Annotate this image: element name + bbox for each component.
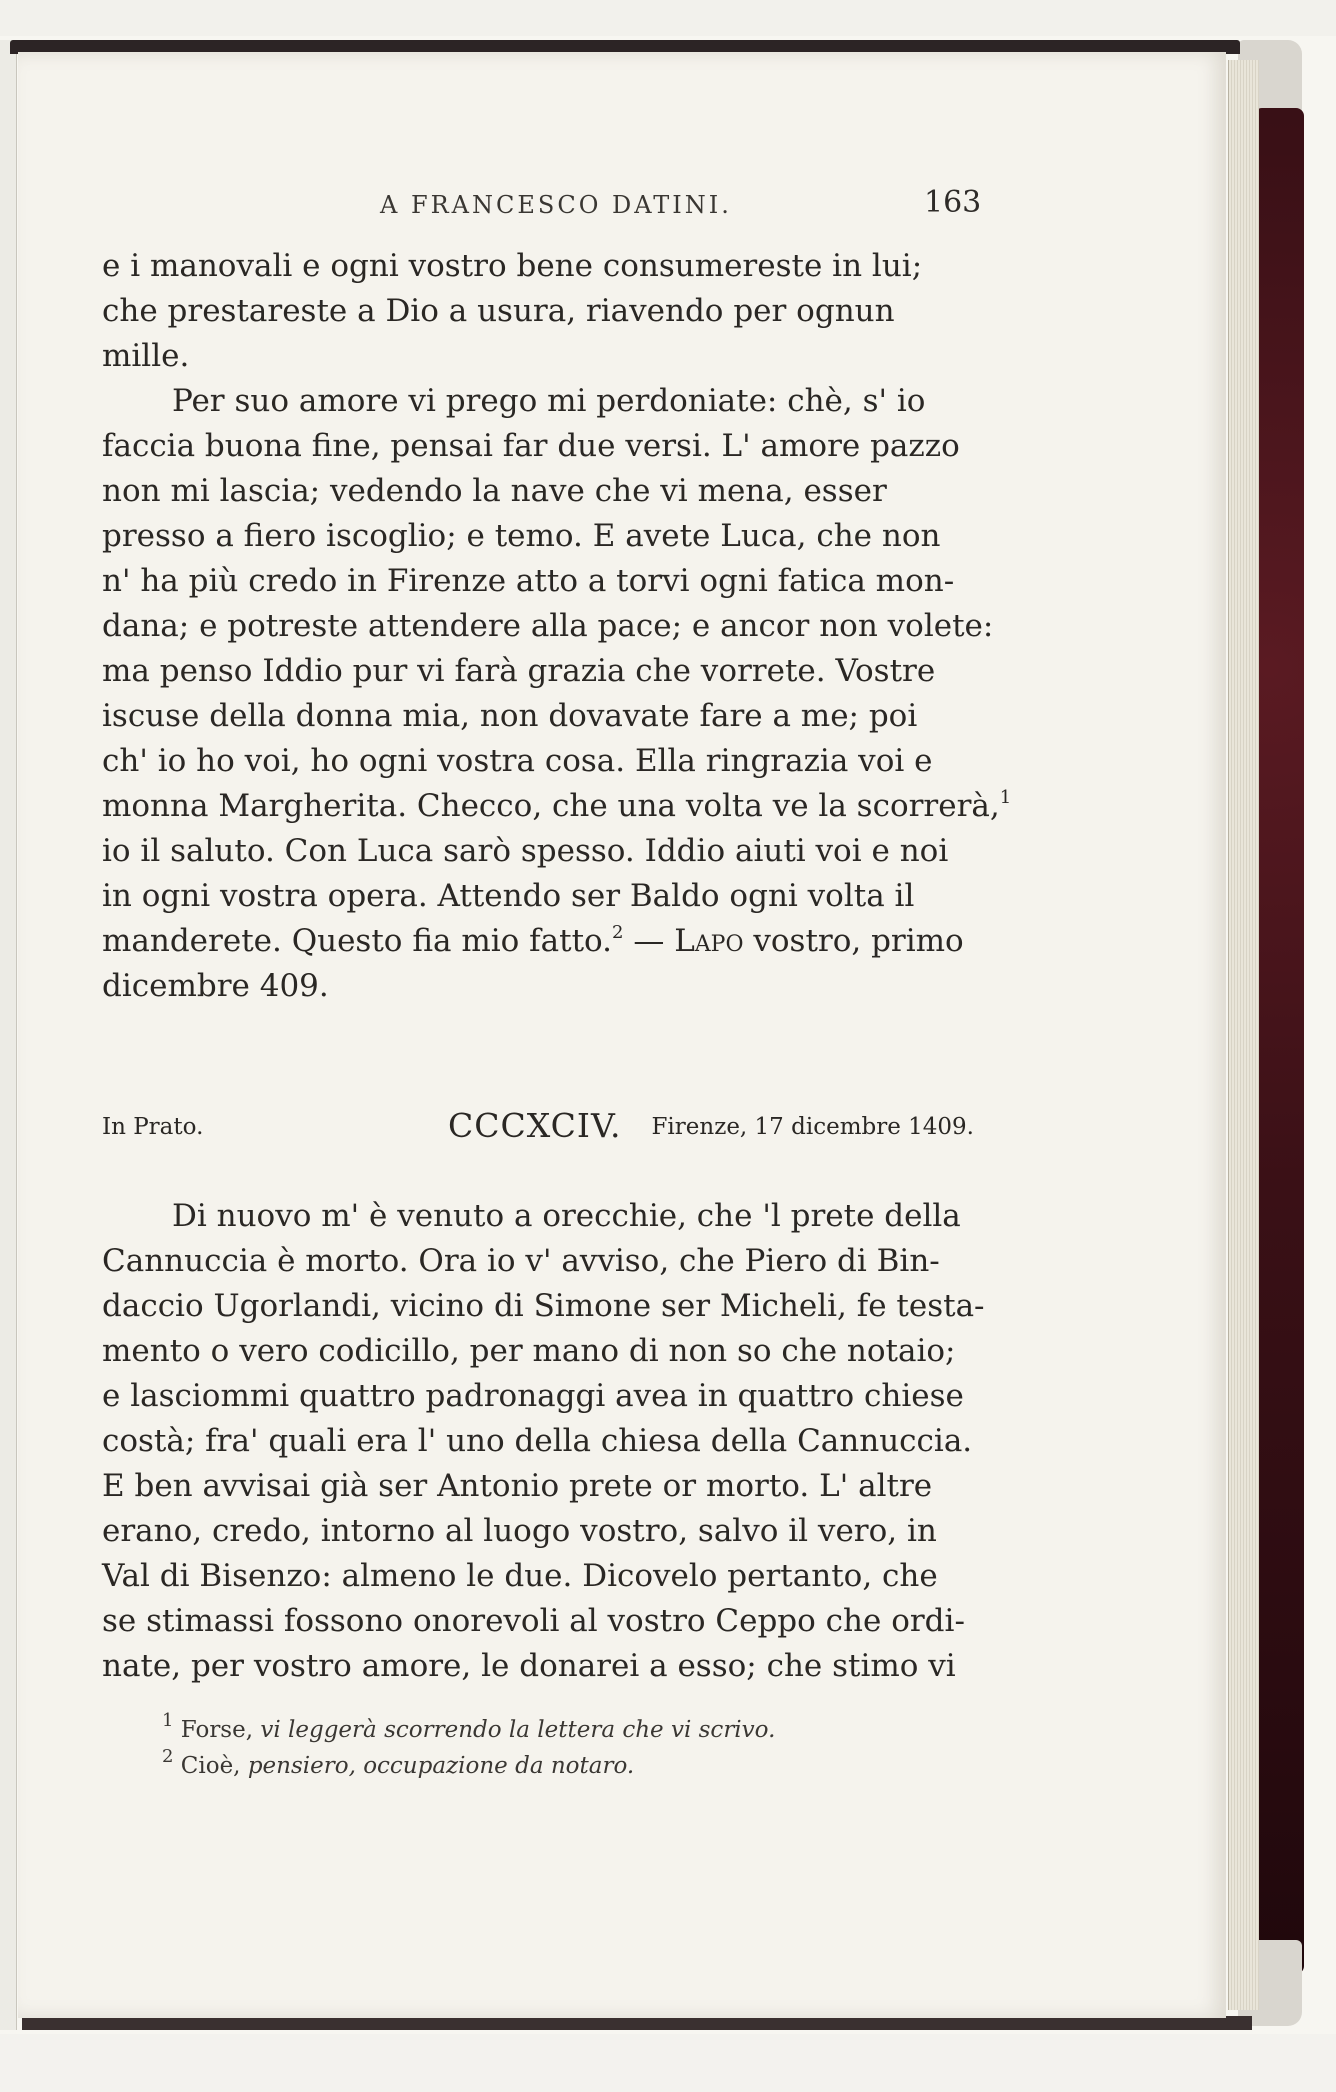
running-head xyxy=(0,135,1336,220)
text-line: ch' io ho voi, ho ogni vostra cosa. Ella ringrazia voi e xyxy=(102,743,933,779)
book-spine xyxy=(1254,108,1304,1974)
text-line: n' ha più credo in Firenze atto a torvi ogni fatica mon- xyxy=(102,563,955,599)
text-line: faccia buona fine, pensai far due versi. L' amore pazzo xyxy=(102,428,960,464)
cover-board-bottom xyxy=(22,2016,1252,2030)
text-line: e lasciommi quattro padronaggi avea in quattro chiese xyxy=(102,1378,964,1414)
text-line: non mi lascia; vedendo la nave che vi mena, esser xyxy=(102,473,887,509)
footnotes xyxy=(162,1712,862,1784)
running-title: A FRANCESCO DATINI. xyxy=(380,191,732,219)
previous-page-margin xyxy=(2,240,16,1780)
text-line: costà; fra' quali era l' uno della chiesa della Cannuccia. xyxy=(102,1423,973,1459)
text-line: Cannuccia è morto. Ora io v' avviso, che Piero di Bin- xyxy=(102,1243,940,1279)
text-line: manderete. Questo fia mio fatto.$^2$ — Lapo vostro, primo xyxy=(102,921,964,959)
letter-number: CCCXCIV. xyxy=(448,1106,622,1145)
text-line: io il saluto. Con Luca sarò spesso. Iddio aiuti voi e noi xyxy=(102,833,949,869)
text-line: Di nuovo m' è venuto a orecchie, che 'l prete della xyxy=(172,1198,961,1234)
signature-name: Lapo xyxy=(674,923,744,959)
text-line: in ogni vostra opera. Attendo ser Baldo ogni volta il xyxy=(102,878,915,914)
text-line: e i manovali e ogni vostro bene consumereste in lui; xyxy=(102,248,923,284)
text-line: dicembre 409. xyxy=(102,968,329,1004)
footnote-marker: 2 xyxy=(612,921,624,943)
footnote-marker: 1 xyxy=(999,786,1012,808)
text-line: dana; e potreste attendere alla pace; e ancor non volete: xyxy=(102,608,994,644)
background-top xyxy=(0,0,1336,36)
background-bottom xyxy=(0,2034,1336,2092)
footnote: $^2$ Cioè, pensiero, occupazione da notaro. xyxy=(162,1746,635,1779)
letter-continuation-text xyxy=(102,244,1012,1009)
text-line: Per suo amore vi prego mi perdoniate: chè, s' io xyxy=(172,383,926,419)
letter-header xyxy=(102,1106,974,1152)
text-line: monna Margherita. Checco, che una volta ve la scorrerà,$^1$ xyxy=(102,786,1012,824)
text-line: ma penso Iddio pur vi farà grazia che vorrete. Vostre xyxy=(102,653,936,689)
footnote: $^1$ Forse, vi leggerà scorrendo la lettera che vi scrivo. xyxy=(162,1710,776,1743)
page-number: 163 xyxy=(924,185,982,220)
text-line: che prestareste a Dio a usura, riavendo per ognun xyxy=(102,293,895,329)
text-line: daccio Ugorlandi, vicino di Simone ser Micheli, fe testa- xyxy=(102,1288,985,1324)
text-line: mille. xyxy=(102,338,190,374)
letter-recipient-place: In Prato. xyxy=(102,1114,204,1140)
letter-date: Firenze, 17 dicembre 1409. xyxy=(651,1114,974,1140)
text-line: erano, credo, intorno al luogo vostro, salvo il vero, in xyxy=(102,1513,937,1549)
text-line: iscuse della donna mia, non dovavate fare a me; poi xyxy=(102,698,918,734)
letter-body-text xyxy=(102,1194,985,1689)
text-line: presso a fiero iscoglio; e temo. E avete Luca, che non xyxy=(102,518,941,554)
text-line: Val di Bisenzo: almeno le due. Dicovelo pertanto, che xyxy=(102,1558,938,1594)
text-line: mento o vero codicillo, per mano di non so che notaio; xyxy=(102,1333,956,1369)
text-line: se stimassi fossono onorevoli al vostro Ceppo che ordi- xyxy=(102,1603,965,1639)
text-line: nate, per vostro amore, le donarei a esso; che stimo vi xyxy=(102,1648,956,1684)
text-line: E ben avvisai già ser Antonio prete or morto. L' altre xyxy=(102,1468,933,1504)
page-edges xyxy=(1228,60,1259,2010)
